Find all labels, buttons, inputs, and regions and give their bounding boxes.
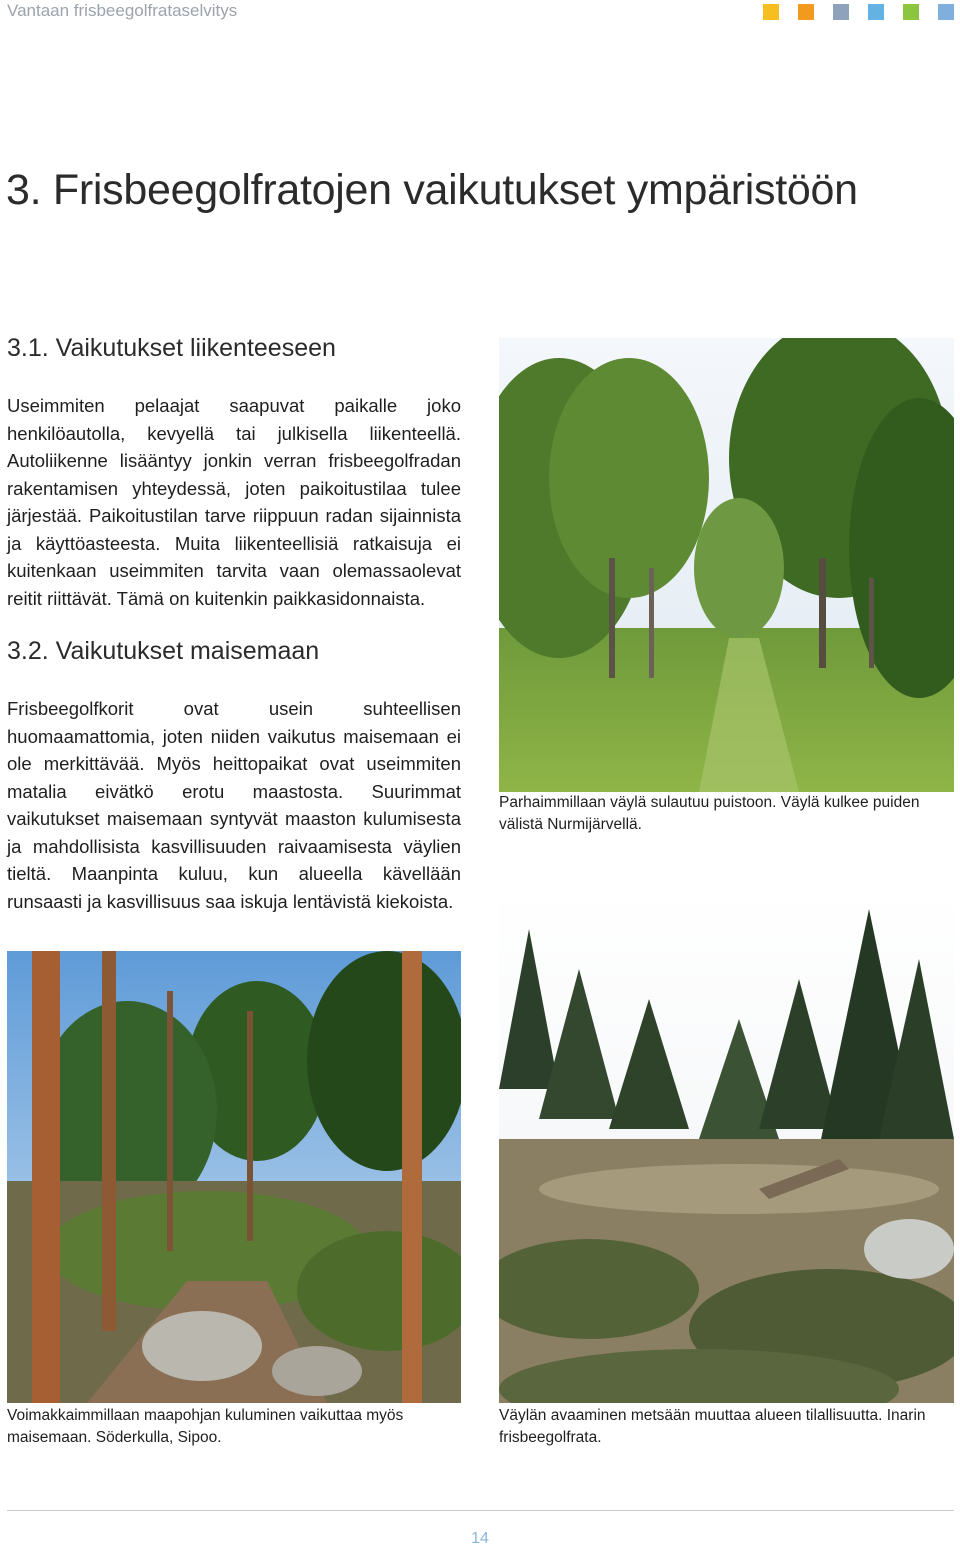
swatch-blue: [868, 4, 884, 20]
section-text-traffic: Useimmiten pelaajat saapuvat paikalle joko henkilöautolla, kevyellä tai julkisella liikenteellä. Autoliikenne lisääntyy jonkin verran frisbeegolfradan rakentamisen yhteydessä, joten paikoitustilaa tulee järjestää. Paikoitustilan tarve riippuun radan sijainnista ja käyttöasteesta. Muita liikenteellisiä ratkaisuja ei kuitenkaan useimmiten tarvita vaan olemassaolevat reitit riittävät. Tämä on kuitenkin paikkasidonnaista.: [7, 395, 461, 609]
page-number: 14: [471, 1530, 489, 1547]
document-running-title: Vantaan frisbeegolfrataselvitys: [7, 1, 238, 20]
worn-ground-photo: [7, 951, 461, 1403]
swatch-lightblue: [938, 4, 954, 20]
park-path-caption: Parhaimmillaan väylä sulautuu puistoon. Väylä kulkee puiden välistä Nurmijärvellä.: [499, 794, 920, 833]
swatch-slate: [833, 4, 849, 20]
swatch-orange: [798, 4, 814, 20]
footer-divider: [7, 1510, 954, 1511]
forest-clearing-caption: Väylän avaaminen metsään muuttaa alueen tilallisuutta. Inarin frisbeegolfrata.: [499, 1407, 926, 1446]
forest-clearing-photo: [499, 889, 954, 1403]
swatch-yellow: [763, 4, 779, 20]
section-heading-landscape: 3.2. Vaikutukset maisemaan: [7, 637, 320, 665]
color-swatch-bar: [763, 4, 954, 20]
worn-ground-caption: Voimakkaimmillaan maapohjan kuluminen vaikuttaa myös maisemaan. Söderkulla, Sipoo.: [7, 1407, 404, 1446]
swatch-green: [903, 4, 919, 20]
chapter-title: 3. Frisbeegolfratojen vaikutukset ympäristöön: [6, 166, 858, 214]
section-text-landscape: Frisbeegolfkorit ovat usein suhteellisen huomaamattomia, joten niiden vaikutus maisemaan ei ole merkittävää. Myös heittopaikat ovat useimmiten matalia eivätkö erotu maastosta. Suurimmat vaikutukset maisemaan syntyvät maaston kulumisesta ja mahdollisista kasvillisuuden raivaamisesta väylien tieltä. Maanpinta kuluu, kun alueella kävellään runsaasti ja kasvillisuus saa iskuja lentävistä kiekoista.: [7, 698, 461, 912]
section-heading-traffic: 3.1. Vaikutukset liikenteeseen: [7, 334, 336, 362]
park-path-photo: [499, 338, 954, 792]
